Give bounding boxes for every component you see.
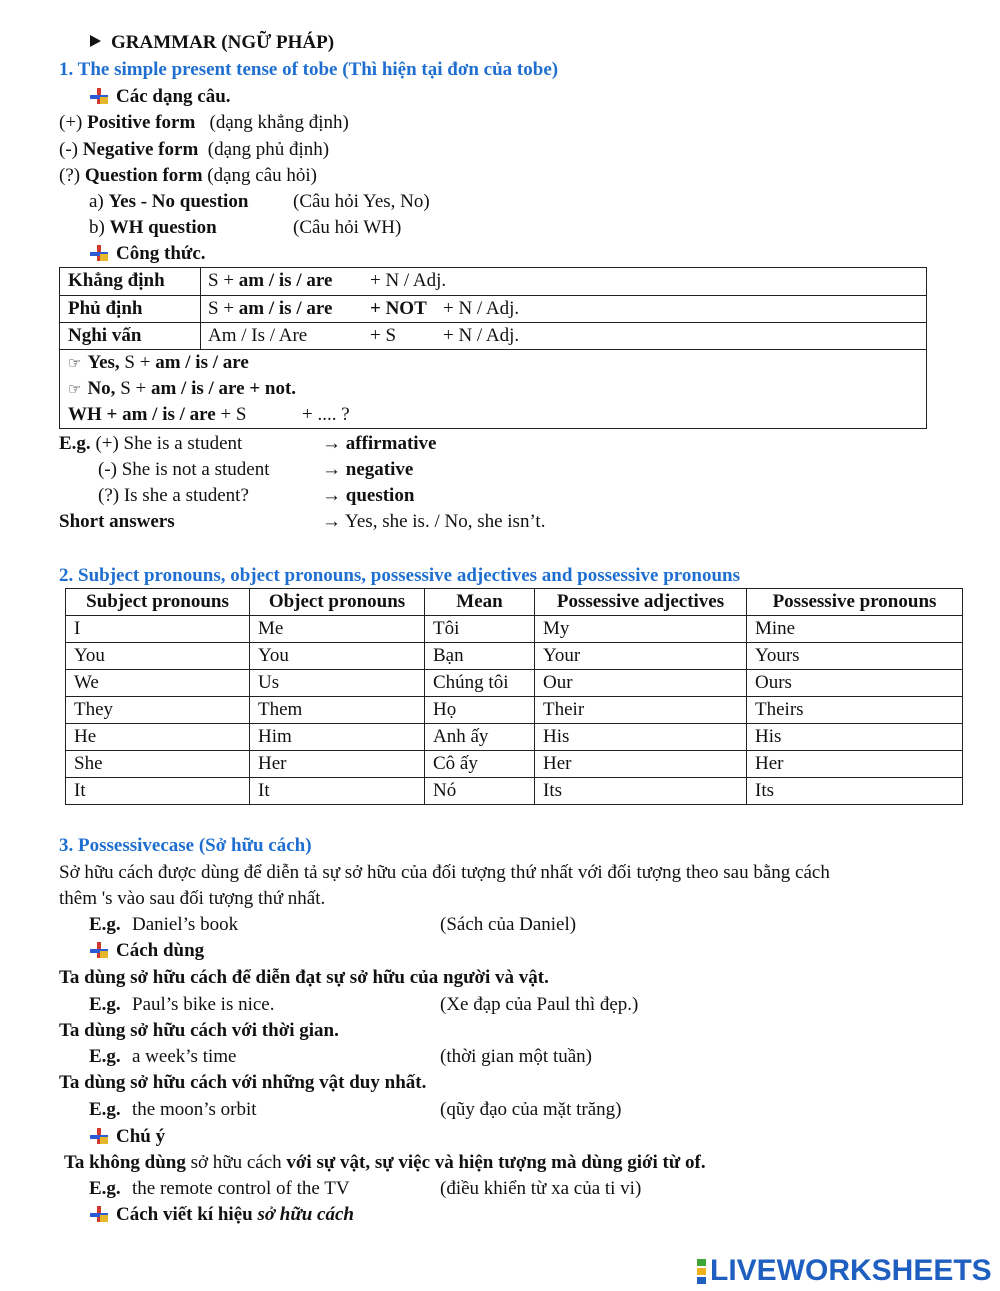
table-cell: Her	[250, 751, 425, 778]
column-header: Mean	[425, 589, 535, 616]
table-cell: Our	[535, 670, 747, 697]
table-cell: I	[66, 616, 250, 643]
affirmative-label: Khẳng định	[68, 270, 165, 291]
example-moon: the moon’s orbit	[132, 1099, 257, 1120]
table-cell: Theirs	[747, 697, 963, 724]
table-cell: His	[535, 724, 747, 751]
column-header: Possessive pronouns	[747, 589, 963, 616]
table-cell: Their	[535, 697, 747, 724]
no-answer-formula: ☞ No, S + am / is / are + not.	[68, 378, 297, 399]
eg-label: E.g.	[89, 994, 121, 1015]
table-cell: They	[66, 697, 250, 724]
affirmative-rest: + N / Adj.	[370, 270, 447, 291]
table-cell: You	[66, 643, 250, 670]
formula-table	[59, 267, 927, 429]
example-affirmative: E.g. (+) She is a student	[59, 433, 243, 454]
table-cell: Anh ấy	[425, 724, 535, 751]
triangle-bullet-icon	[90, 35, 101, 47]
table-cell: Tôi	[425, 616, 535, 643]
wh-question-line: b) WH question	[89, 217, 217, 238]
example-week-translation: (thời gian một tuần)	[440, 1046, 592, 1067]
possessive-description-line-1: Sở hữu cách được dùng để diễn tả sự sở hữu của đối tượng thứ nhất với đối tượng theo sau bằng cách	[59, 862, 830, 883]
wh-formula: WH + am / is / are + S	[68, 404, 247, 425]
note-heading: Chú ý	[90, 1126, 165, 1148]
negative-rest: + N / Adj.	[443, 298, 520, 319]
table-row	[66, 670, 963, 697]
positive-form-line: (+) Positive form (dạng khẳng định)	[59, 112, 349, 133]
example-week: a week’s time	[132, 1046, 237, 1067]
negative-formula: S + am / is / are	[208, 298, 333, 319]
short-answers-text: → Yes, she is. / No, she isn’t.	[322, 511, 546, 532]
rule-people-things: Ta dùng sở hữu cách để diễn đạt sự sở hữu của người và vật.	[59, 967, 549, 988]
interrogative-label: Nghi vấn	[68, 325, 142, 346]
arrow-bullet-icon	[90, 88, 108, 104]
logo-blocks-icon	[697, 1259, 706, 1284]
table-cell: It	[250, 778, 425, 805]
grammar-header: GRAMMAR (NGỮ PHÁP)	[90, 32, 334, 54]
table-cell: Cô ấy	[425, 751, 535, 778]
liveworksheets-logo	[697, 1254, 992, 1288]
table-cell: Its	[747, 778, 963, 805]
arrow-bullet-icon	[90, 942, 108, 958]
table-row	[66, 724, 963, 751]
forms-heading: Các dạng câu.	[90, 86, 231, 108]
example-paul-translation: (Xe đạp của Paul thì đẹp.)	[440, 994, 639, 1015]
example-daniel: Daniel’s book	[132, 914, 239, 935]
table-cell: Your	[535, 643, 747, 670]
table-cell: Its	[535, 778, 747, 805]
negative-label: Phủ định	[68, 298, 143, 319]
table-cell: Bạn	[425, 643, 535, 670]
table-cell: Me	[250, 616, 425, 643]
table-cell: She	[66, 751, 250, 778]
possessive-description-line-2: thêm 's vào sau đối tượng thứ nhất.	[59, 888, 326, 909]
interrogative-verb: Am / Is / Are	[208, 325, 308, 346]
table-cell: Them	[250, 697, 425, 724]
table-cell: His	[747, 724, 963, 751]
interrogative-subject: + S	[370, 325, 397, 346]
example-daniel-translation: (Sách của Daniel)	[440, 914, 577, 935]
logo-text: LIVEWORKSHEETS	[710, 1254, 992, 1287]
table-row	[66, 643, 963, 670]
example-question-result: → question	[322, 485, 415, 506]
table-cell: My	[535, 616, 747, 643]
yes-no-question-line: a) Yes - No question	[89, 191, 249, 212]
writing-heading: Cách viết kí hiệu sở hữu cách	[90, 1204, 354, 1226]
table-cell: Her	[747, 751, 963, 778]
table-cell: Mine	[747, 616, 963, 643]
column-header: Object pronouns	[250, 589, 425, 616]
negative-form-line: (-) Negative form (dạng phủ định)	[59, 139, 330, 160]
pronoun-table-header	[66, 589, 963, 616]
short-answers-label: Short answers	[59, 511, 175, 532]
column-header: Possessive adjectives	[535, 589, 747, 616]
table-cell: Nó	[425, 778, 535, 805]
negative-not: + NOT	[370, 298, 427, 319]
arrow-bullet-icon	[90, 245, 108, 261]
table-row	[66, 751, 963, 778]
table-cell: Us	[250, 670, 425, 697]
section-2-title: 2. Subject pronouns, object pronouns, possessive adjectives and possessive pronouns	[59, 565, 740, 586]
table-cell: You	[250, 643, 425, 670]
table-cell: We	[66, 670, 250, 697]
table-cell: It	[66, 778, 250, 805]
example-remote-translation: (điều khiển từ xa của ti vi)	[440, 1178, 642, 1199]
example-moon-translation: (qũy đạo của mặt trăng)	[440, 1099, 622, 1120]
pointing-hand-icon: ☞	[68, 356, 82, 372]
wh-formula-rest: + .... ?	[302, 404, 350, 425]
yes-answer-formula: ☞ Yes, S + am / is / are	[68, 352, 249, 373]
table-cell: Chúng tôi	[425, 670, 535, 697]
eg-label: E.g.	[89, 1046, 121, 1067]
eg-label: E.g.	[89, 1178, 121, 1199]
rule-time: Ta dùng sở hữu cách với thời gian.	[59, 1020, 339, 1041]
eg-label: E.g.	[89, 1099, 121, 1120]
table-cell: Him	[250, 724, 425, 751]
example-negative-result: → negative	[322, 459, 414, 480]
table-cell: He	[66, 724, 250, 751]
table-cell: Yours	[747, 643, 963, 670]
example-negative: (-) She is not a student	[98, 459, 270, 480]
formula-heading: Công thức.	[90, 243, 206, 265]
usage-heading: Cách dùng	[90, 940, 204, 962]
arrow-bullet-icon	[90, 1206, 108, 1222]
section-1-title: 1. The simple present tense of tobe (Thì hiện tại đơn của tobe)	[59, 59, 559, 80]
column-header: Subject pronouns	[66, 589, 250, 616]
interrogative-rest: + N / Adj.	[443, 325, 520, 346]
pointing-hand-icon: ☞	[68, 382, 82, 398]
example-affirmative-result: → affirmative	[322, 433, 437, 454]
section-3-title: 3. Possessivecase (Sở hữu cách)	[59, 835, 312, 856]
eg-label: E.g.	[89, 914, 121, 935]
table-cell: Họ	[425, 697, 535, 724]
rule-unique: Ta dùng sở hữu cách với những vật duy nhất.	[59, 1072, 427, 1093]
example-remote: the remote control of the TV	[132, 1178, 350, 1199]
wh-question-note: (Câu hỏi WH)	[293, 217, 402, 238]
table-cell: Her	[535, 751, 747, 778]
example-paul: Paul’s bike is nice.	[132, 994, 275, 1015]
yes-no-question-note: (Câu hỏi Yes, No)	[293, 191, 430, 212]
table-row	[66, 778, 963, 805]
table-cell: Ours	[747, 670, 963, 697]
affirmative-formula: S + am / is / are	[208, 270, 333, 291]
arrow-bullet-icon	[90, 1128, 108, 1144]
question-form-line: (?) Question form (dạng câu hỏi)	[59, 165, 318, 186]
rule-of-preposition: Ta không dùng sở hữu cách với sự vật, sự việc và hiện tượng mà dùng giới từ of.	[64, 1152, 706, 1173]
table-row	[66, 697, 963, 724]
example-question: (?) Is she a student?	[98, 485, 249, 506]
table-row	[66, 616, 963, 643]
pronoun-table	[65, 588, 963, 805]
